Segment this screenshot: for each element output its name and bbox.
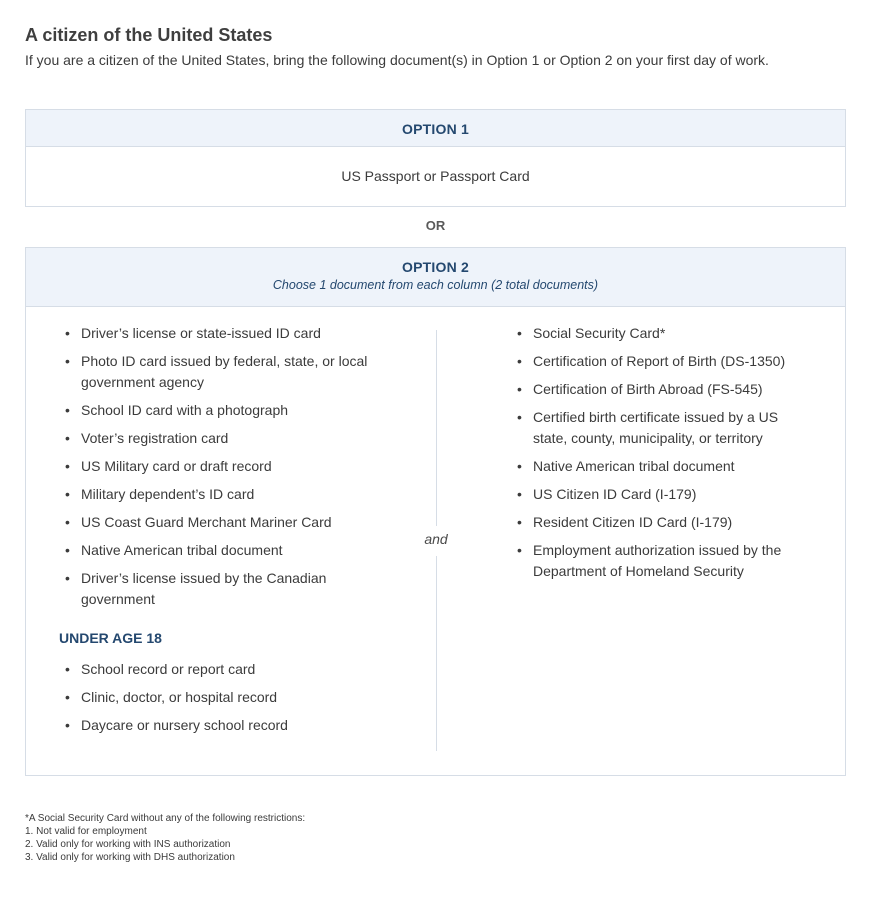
- list-item-label: Certification of Birth Abroad (FS-545): [533, 381, 763, 397]
- list-item-label: School record or report card: [81, 661, 256, 677]
- bullet-icon: •: [517, 458, 522, 474]
- list-item: [511, 540, 811, 582]
- footnote-item: 1. Not valid for employment: [25, 826, 147, 837]
- list-item: [59, 456, 389, 477]
- list-item: [59, 323, 389, 344]
- left-document-column: [59, 323, 389, 743]
- page-title: A citizen of the United States: [25, 25, 273, 45]
- list-item-label: Military dependent’s ID card: [81, 486, 255, 502]
- and-label: and: [424, 531, 448, 547]
- list-item-label: Native American tribal document: [81, 542, 283, 558]
- list-item-label: US Military card or draft record: [81, 458, 272, 474]
- bullet-icon: •: [517, 542, 522, 558]
- bullet-icon: •: [65, 717, 70, 733]
- right-document-column: [511, 323, 811, 589]
- option1-header: [26, 110, 845, 147]
- footnote-item: 2. Valid only for working with INS authorization: [25, 839, 231, 850]
- option2-note: Choose 1 document from each column (2 total documents): [272, 278, 599, 292]
- list-item: [511, 407, 811, 449]
- footnote-item: 3. Valid only for working with DHS authorization: [25, 852, 235, 863]
- bullet-icon: •: [65, 458, 70, 474]
- option2-header: [26, 248, 845, 307]
- bullet-icon: •: [65, 542, 70, 558]
- list-item: [59, 351, 389, 393]
- list-item-label: Driver’s license or state-issued ID card: [81, 325, 321, 341]
- list-item-label: Clinic, doctor, or hospital record: [81, 689, 278, 705]
- list-item: [59, 484, 389, 505]
- bullet-icon: •: [517, 353, 522, 369]
- bullet-icon: •: [517, 486, 522, 502]
- list-item: [59, 540, 389, 561]
- list-item-label: US Citizen ID Card (I-179): [533, 486, 697, 502]
- list-item: [59, 659, 389, 680]
- list-item-label: Daycare or nursery school record: [81, 717, 288, 733]
- bullet-icon: •: [65, 486, 70, 502]
- bullet-icon: •: [65, 402, 70, 418]
- bullet-icon: •: [65, 514, 70, 530]
- option1-title: OPTION 1: [402, 121, 469, 137]
- list-item: [511, 379, 811, 400]
- bullet-icon: •: [517, 409, 522, 425]
- bullet-icon: •: [517, 325, 522, 341]
- bullet-icon: •: [517, 381, 522, 397]
- list-item: [511, 512, 811, 533]
- left-document-list: [59, 323, 389, 610]
- list-item-label: Voter’s registration card: [81, 430, 229, 446]
- list-item-label: Photo ID card issued by federal, state, or local government agency: [81, 353, 368, 390]
- bullet-icon: •: [65, 570, 70, 586]
- bullet-icon: •: [65, 353, 70, 369]
- bullet-icon: •: [65, 689, 70, 705]
- list-item-label: Certification of Report of Birth (DS-1350): [533, 353, 786, 369]
- list-item-label: Social Security Card*: [533, 325, 666, 341]
- list-item: [511, 323, 811, 344]
- column-divider-top: [436, 330, 437, 526]
- bullet-icon: •: [65, 430, 70, 446]
- or-separator: OR: [425, 218, 446, 233]
- list-item: [59, 428, 389, 449]
- list-item: [59, 512, 389, 533]
- list-item-label: Native American tribal document: [533, 458, 735, 474]
- option1-document: US Passport or Passport Card: [341, 168, 530, 184]
- list-item: [59, 715, 389, 736]
- bullet-icon: •: [65, 661, 70, 677]
- option1-card: [25, 109, 846, 207]
- page-subtitle: If you are a citizen of the United States, bring the following document(s) in Option 1 or Option 2 on your first day of work.: [25, 52, 769, 68]
- bullet-icon: •: [65, 325, 70, 341]
- option2-title: OPTION 2: [402, 259, 469, 275]
- list-item: [59, 568, 389, 610]
- list-item-label: Certified birth certificate issued by a US state, county, municipality, or territory: [533, 409, 779, 446]
- list-item: [59, 400, 389, 421]
- list-item-label: US Coast Guard Merchant Mariner Card: [81, 514, 332, 530]
- list-item: [511, 351, 811, 372]
- footnote-intro: *A Social Security Card without any of the following restrictions:: [25, 813, 306, 824]
- list-item: [511, 484, 811, 505]
- list-item-label: School ID card with a photograph: [81, 402, 289, 418]
- under-18-list: [59, 659, 389, 736]
- footnote: [25, 812, 305, 864]
- option2-card: [25, 247, 846, 776]
- bullet-icon: •: [517, 514, 522, 530]
- list-item-label: Employment authorization issued by the Department of Homeland Security: [533, 542, 782, 579]
- list-item: [59, 687, 389, 708]
- column-divider-bottom: [436, 556, 437, 751]
- list-item: [511, 456, 811, 477]
- list-item-label: Resident Citizen ID Card (I-179): [533, 514, 733, 530]
- right-document-list: [511, 323, 811, 582]
- list-item-label: Driver’s license issued by the Canadian government: [81, 570, 327, 607]
- under-18-heading: UNDER AGE 18: [59, 630, 162, 646]
